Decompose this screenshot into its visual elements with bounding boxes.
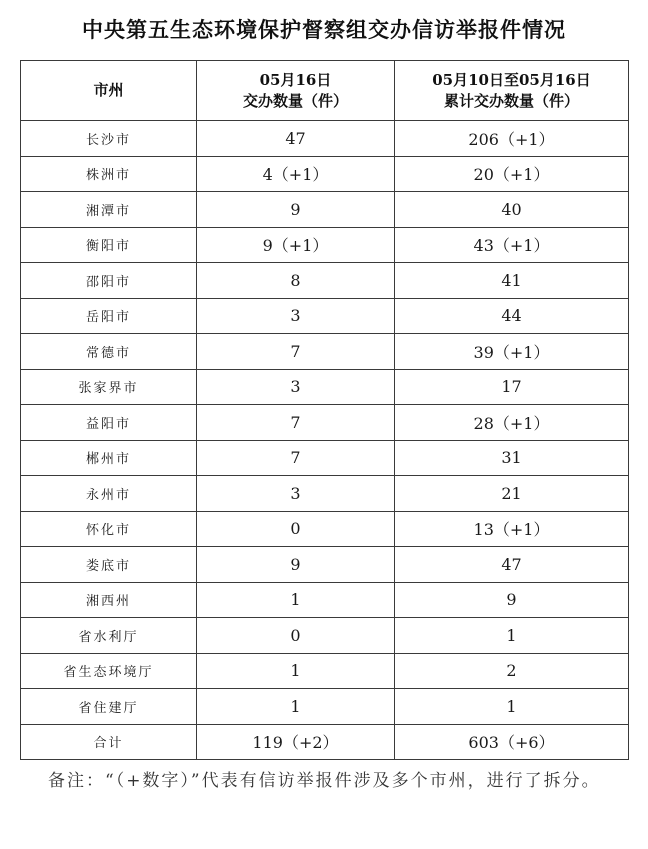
cell-city: 省生态环境厅 (21, 653, 197, 689)
cell-city: 永州市 (21, 476, 197, 512)
cell-cumulative-count: 39（+1） (395, 334, 629, 370)
cell-daily-count: 8 (197, 263, 395, 299)
page-title: 中央第五生态环境保护督察组交办信访举报件情况 (82, 18, 566, 42)
cell-cumulative-count: 1 (395, 618, 629, 654)
table-row (21, 227, 629, 263)
cell-city: 娄底市 (21, 547, 197, 583)
cell-city: 省水利厅 (21, 618, 197, 654)
cell-city: 合计 (21, 724, 197, 760)
cell-city: 郴州市 (21, 440, 197, 476)
cell-daily-count: 1 (197, 653, 395, 689)
cell-daily-count: 1 (197, 582, 395, 618)
cell-daily-count: 9 (197, 547, 395, 583)
header-daily-count (197, 61, 395, 121)
cell-cumulative-count: 2 (395, 653, 629, 689)
cell-cumulative-count: 40 (395, 192, 629, 228)
footnote: 备注：“（+数字）”代表有信访举报件涉及多个市州，进行了拆分。 (48, 771, 601, 791)
cell-daily-count: 0 (197, 511, 395, 547)
table-row (21, 689, 629, 725)
table-row (21, 192, 629, 228)
cell-city: 怀化市 (21, 511, 197, 547)
table-row (21, 618, 629, 654)
cell-cumulative-count: 13（+1） (395, 511, 629, 547)
cell-city: 省住建厅 (21, 689, 197, 725)
cell-daily-count: 9（+1） (197, 227, 395, 263)
cell-cumulative-count: 9 (395, 582, 629, 618)
cell-cumulative-count: 28（+1） (395, 405, 629, 441)
cell-city: 湘潭市 (21, 192, 197, 228)
table-row (21, 476, 629, 512)
cell-city: 张家界市 (21, 369, 197, 405)
header-cumulative-label: 累计交办数量（件） (443, 91, 579, 110)
cell-daily-count: 47 (197, 121, 395, 157)
cell-daily-count: 7 (197, 440, 395, 476)
table-row (21, 653, 629, 689)
cell-cumulative-count: 21 (395, 476, 629, 512)
cell-daily-count: 119（+2） (197, 724, 395, 760)
header-daily-date: 05月16日 (259, 70, 332, 89)
report-table (20, 60, 629, 760)
cell-cumulative-count: 31 (395, 440, 629, 476)
header-daily-label: 交办数量（件） (242, 91, 348, 110)
cell-cumulative-count: 43（+1） (395, 227, 629, 263)
cell-cumulative-count: 17 (395, 369, 629, 405)
cell-daily-count: 7 (197, 405, 395, 441)
table-row (21, 156, 629, 192)
cell-cumulative-count: 41 (395, 263, 629, 299)
table-row (21, 298, 629, 334)
cell-daily-count: 9 (197, 192, 395, 228)
cell-cumulative-count: 206（+1） (395, 121, 629, 157)
cell-city: 湘西州 (21, 582, 197, 618)
header-city: 市州 (21, 61, 197, 121)
table-row (21, 582, 629, 618)
table-body (21, 121, 629, 760)
cell-daily-count: 1 (197, 689, 395, 725)
cell-daily-count: 7 (197, 334, 395, 370)
header-cumulative-range: 05月10日至05月16日 (432, 70, 591, 89)
cell-city: 衡阳市 (21, 227, 197, 263)
cell-cumulative-count: 47 (395, 547, 629, 583)
table-row (21, 440, 629, 476)
cell-cumulative-count: 603（+6） (395, 724, 629, 760)
table-row (21, 547, 629, 583)
table-row (21, 263, 629, 299)
table-row (21, 369, 629, 405)
table-total-row (21, 724, 629, 760)
cell-daily-count: 3 (197, 476, 395, 512)
cell-cumulative-count: 1 (395, 689, 629, 725)
cell-daily-count: 4（+1） (197, 156, 395, 192)
cell-city: 株洲市 (21, 156, 197, 192)
cell-daily-count: 3 (197, 298, 395, 334)
table-row (21, 334, 629, 370)
cell-daily-count: 3 (197, 369, 395, 405)
cell-city: 邵阳市 (21, 263, 197, 299)
table-row (21, 511, 629, 547)
table-row (21, 121, 629, 157)
cell-cumulative-count: 20（+1） (395, 156, 629, 192)
table-row (21, 405, 629, 441)
table-header-row (21, 61, 629, 121)
cell-city: 常德市 (21, 334, 197, 370)
cell-daily-count: 0 (197, 618, 395, 654)
cell-city: 岳阳市 (21, 298, 197, 334)
cell-city: 长沙市 (21, 121, 197, 157)
cell-city: 益阳市 (21, 405, 197, 441)
header-cumulative-count (395, 61, 629, 121)
cell-cumulative-count: 44 (395, 298, 629, 334)
